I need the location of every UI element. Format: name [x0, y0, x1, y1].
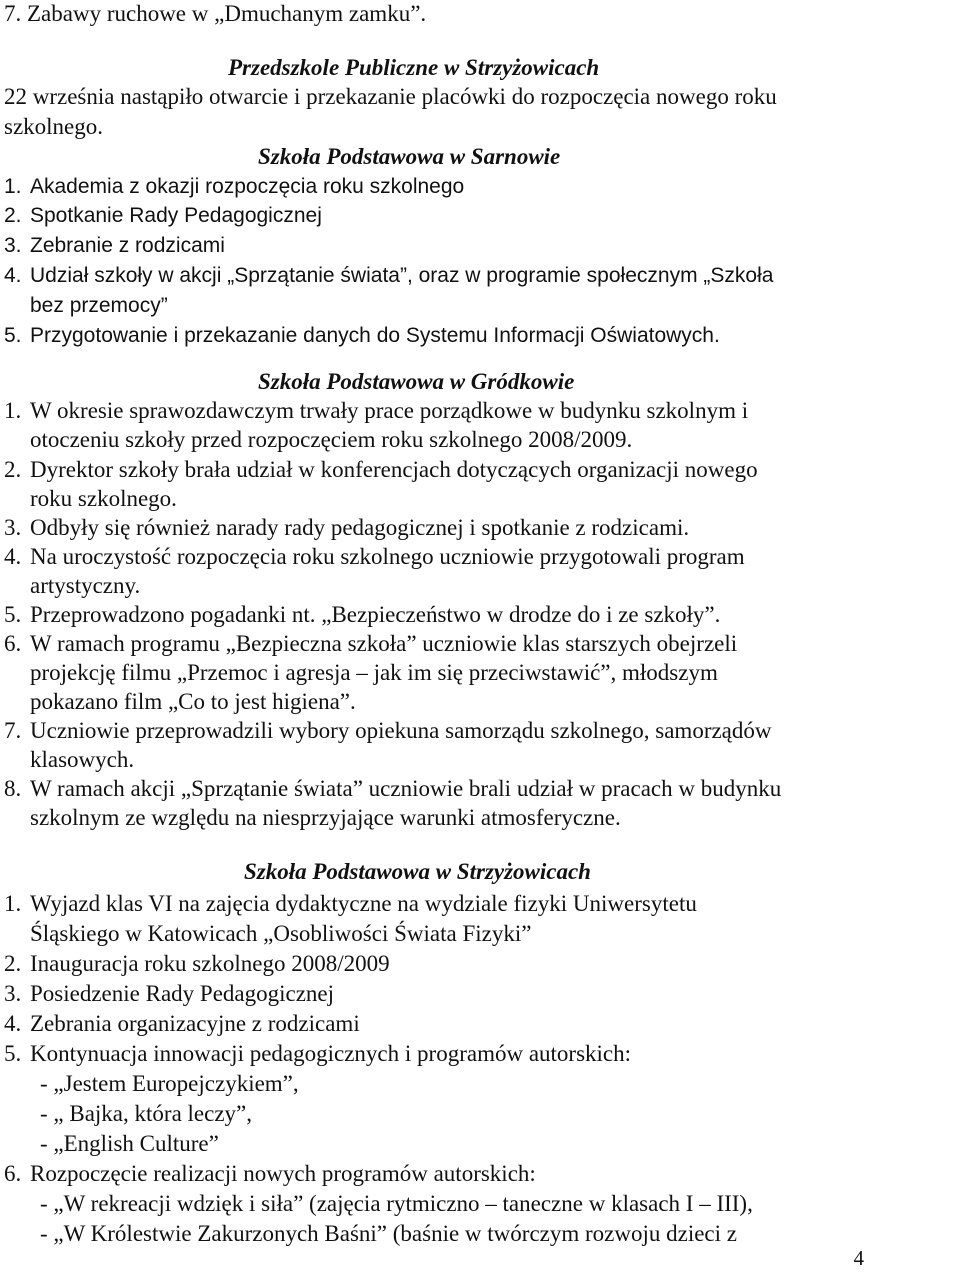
list-item-number: 8. [4, 776, 22, 801]
list-item [4, 980, 334, 1008]
list-item [4, 890, 697, 918]
list-item [4, 322, 720, 350]
list-item-text: Spotkanie Rady Pedagogicznej [30, 204, 322, 227]
list-item-number: 1. [4, 175, 22, 198]
list-item-number: 4. [4, 544, 22, 569]
list-item [4, 1010, 360, 1038]
list-item [4, 601, 720, 629]
list-item-continuation: otoczeniu szkoły przed rozpoczęciem roku szkolnego 2008/2009. [30, 427, 633, 452]
list-item [4, 717, 772, 745]
list-item-text: Kontynuacja innowacji pedagogicznych i programów autorskich: [30, 1041, 632, 1066]
sub-list-item: - „W rekreacji wdzięk i siła” (zajęcia rytmiczno – taneczne w klasach I – III), [40, 1191, 753, 1216]
list-item [4, 173, 464, 201]
list-item [4, 262, 773, 290]
list-item-text: W okresie sprawozdawczym trwały prace porządkowe w budynku szkolnym i [30, 398, 749, 423]
preschool-text-line: szkolnego. [4, 114, 104, 139]
list-item-number: 2. [4, 951, 22, 976]
list-item [4, 1040, 631, 1068]
list-item-number: 3. [4, 981, 22, 1006]
section-title-strzyzowice-school: Szkoła Podstawowa w Strzyżowicach [244, 859, 591, 884]
list-item [4, 232, 225, 260]
list-item-text: W ramach programu „Bezpieczna szkoła” uczniowie klas starszych obejrzeli [30, 631, 738, 656]
list-item-continuation: klasowych. [30, 747, 135, 772]
list-item-number: 1. [4, 398, 22, 423]
sub-list-item: - „ Bajka, która leczy”, [40, 1101, 252, 1126]
list-item-text: Uczniowie przeprowadzili wybory opiekuna samorządu szkolnego, samorządów [30, 718, 772, 743]
list-item [4, 950, 390, 978]
list-item [4, 514, 689, 542]
page-number: 4 [853, 1246, 864, 1270]
list-item-continuation: szkolnym ze względu na niesprzyjające warunki atmosferyczne. [30, 805, 621, 830]
list-item [4, 630, 737, 658]
list-item-text: Przygotowanie i przekazanie danych do Systemu Informacji Oświatowych. [30, 324, 720, 347]
list-item-continuation: artystyczny. [30, 573, 141, 598]
list-item-text: Wyjazd klas VI na zajęcia dydaktyczne na wydziale fizyki Uniwersytetu [30, 891, 697, 916]
list-item-text: Akademia z okazji rozpoczęcia roku szkolnego [30, 175, 465, 198]
list-item-text: Inauguracja roku szkolnego 2008/2009 [30, 951, 390, 976]
sub-list-item: - „Jestem Europejczykiem”, [40, 1071, 299, 1096]
list-item-text: Przeprowadzono pogadanki nt. „Bezpieczeństwo w drodze do i ze szkoły”. [30, 602, 721, 627]
list-item-number: 5. [4, 324, 22, 347]
list-item-text: Odbyły się również narady rady pedagogicznej i spotkanie z rodzicami. [30, 515, 690, 540]
list-item-continuation: pokazano film „Co to jest higiena”. [30, 689, 356, 714]
list-item [4, 397, 748, 425]
section-title-sarnow: Szkoła Podstawowa w Sarnowie [258, 144, 561, 169]
list-item-text: Zebranie z rodzicami [30, 234, 225, 257]
list-item [4, 202, 322, 230]
list-item [4, 775, 781, 803]
list-item-number: 6. [4, 631, 22, 656]
list-item-number: 3. [4, 234, 22, 257]
list-item-number: 1. [4, 891, 22, 916]
sub-list-item: - „W Królestwie Zakurzonych Baśni” (baśnie w twórczym rozwoju dzieci z [40, 1221, 737, 1246]
list-item [4, 1160, 536, 1188]
list-item-number: 7. [4, 718, 22, 743]
list-item-number: 5. [4, 1041, 22, 1066]
list-item-continuation: roku szkolnego. [30, 486, 177, 511]
list-item-continuation: Śląskiego w Katowicach „Osobliwości Świata Fizyki” [30, 921, 532, 946]
list-item-number: 6. [4, 1161, 22, 1186]
section-title-grodkow: Szkoła Podstawowa w Gródkowie [258, 369, 575, 394]
list-item-number: 2. [4, 204, 22, 227]
list-item [4, 456, 758, 484]
list-item [4, 543, 745, 571]
preschool-text-line: 22 września nastąpiło otwarcie i przekazanie placówki do rozpoczęcia nowego roku [4, 84, 777, 109]
list-item-number: 3. [4, 515, 22, 540]
list-item-text: W ramach akcji „Sprzątanie świata” uczniowie brali udział w pracach w budynku [30, 776, 782, 801]
list-item-text: Udział szkoły w akcji „Sprzątanie świata”, oraz w programie społecznym „Szkoła [30, 264, 774, 287]
list-item-text: Dyrektor szkoły brała udział w konferencjach dotyczących organizacji nowego [30, 457, 758, 482]
list-item-text: Zebrania organizacyjne z rodzicami [30, 1011, 360, 1036]
list-item-text: Na uroczystość rozpoczęcia roku szkolnego uczniowie przygotowali program [30, 544, 745, 569]
list-item-continuation: bez przemocy” [30, 294, 168, 317]
section-title-preschool: Przedszkole Publiczne w Strzyżowicach [228, 55, 600, 80]
list-item-text: Rozpoczęcie realizacji nowych programów autorskich: [30, 1161, 536, 1186]
list-item-number: 4. [4, 264, 22, 287]
list-item-number: 5. [4, 602, 22, 627]
sub-list-item: - „English Culture” [40, 1131, 219, 1156]
list-item-text: Posiedzenie Rady Pedagogicznej [30, 981, 335, 1006]
list-item-continuation: projekcję filmu „Przemoc i agresja – jak im się przeciwstawić”, młodszym [30, 660, 718, 685]
top-item: 7. Zabawy ruchowe w „Dmuchanym zamku”. [4, 1, 427, 26]
list-item-number: 4. [4, 1011, 22, 1036]
list-item-number: 2. [4, 457, 22, 482]
